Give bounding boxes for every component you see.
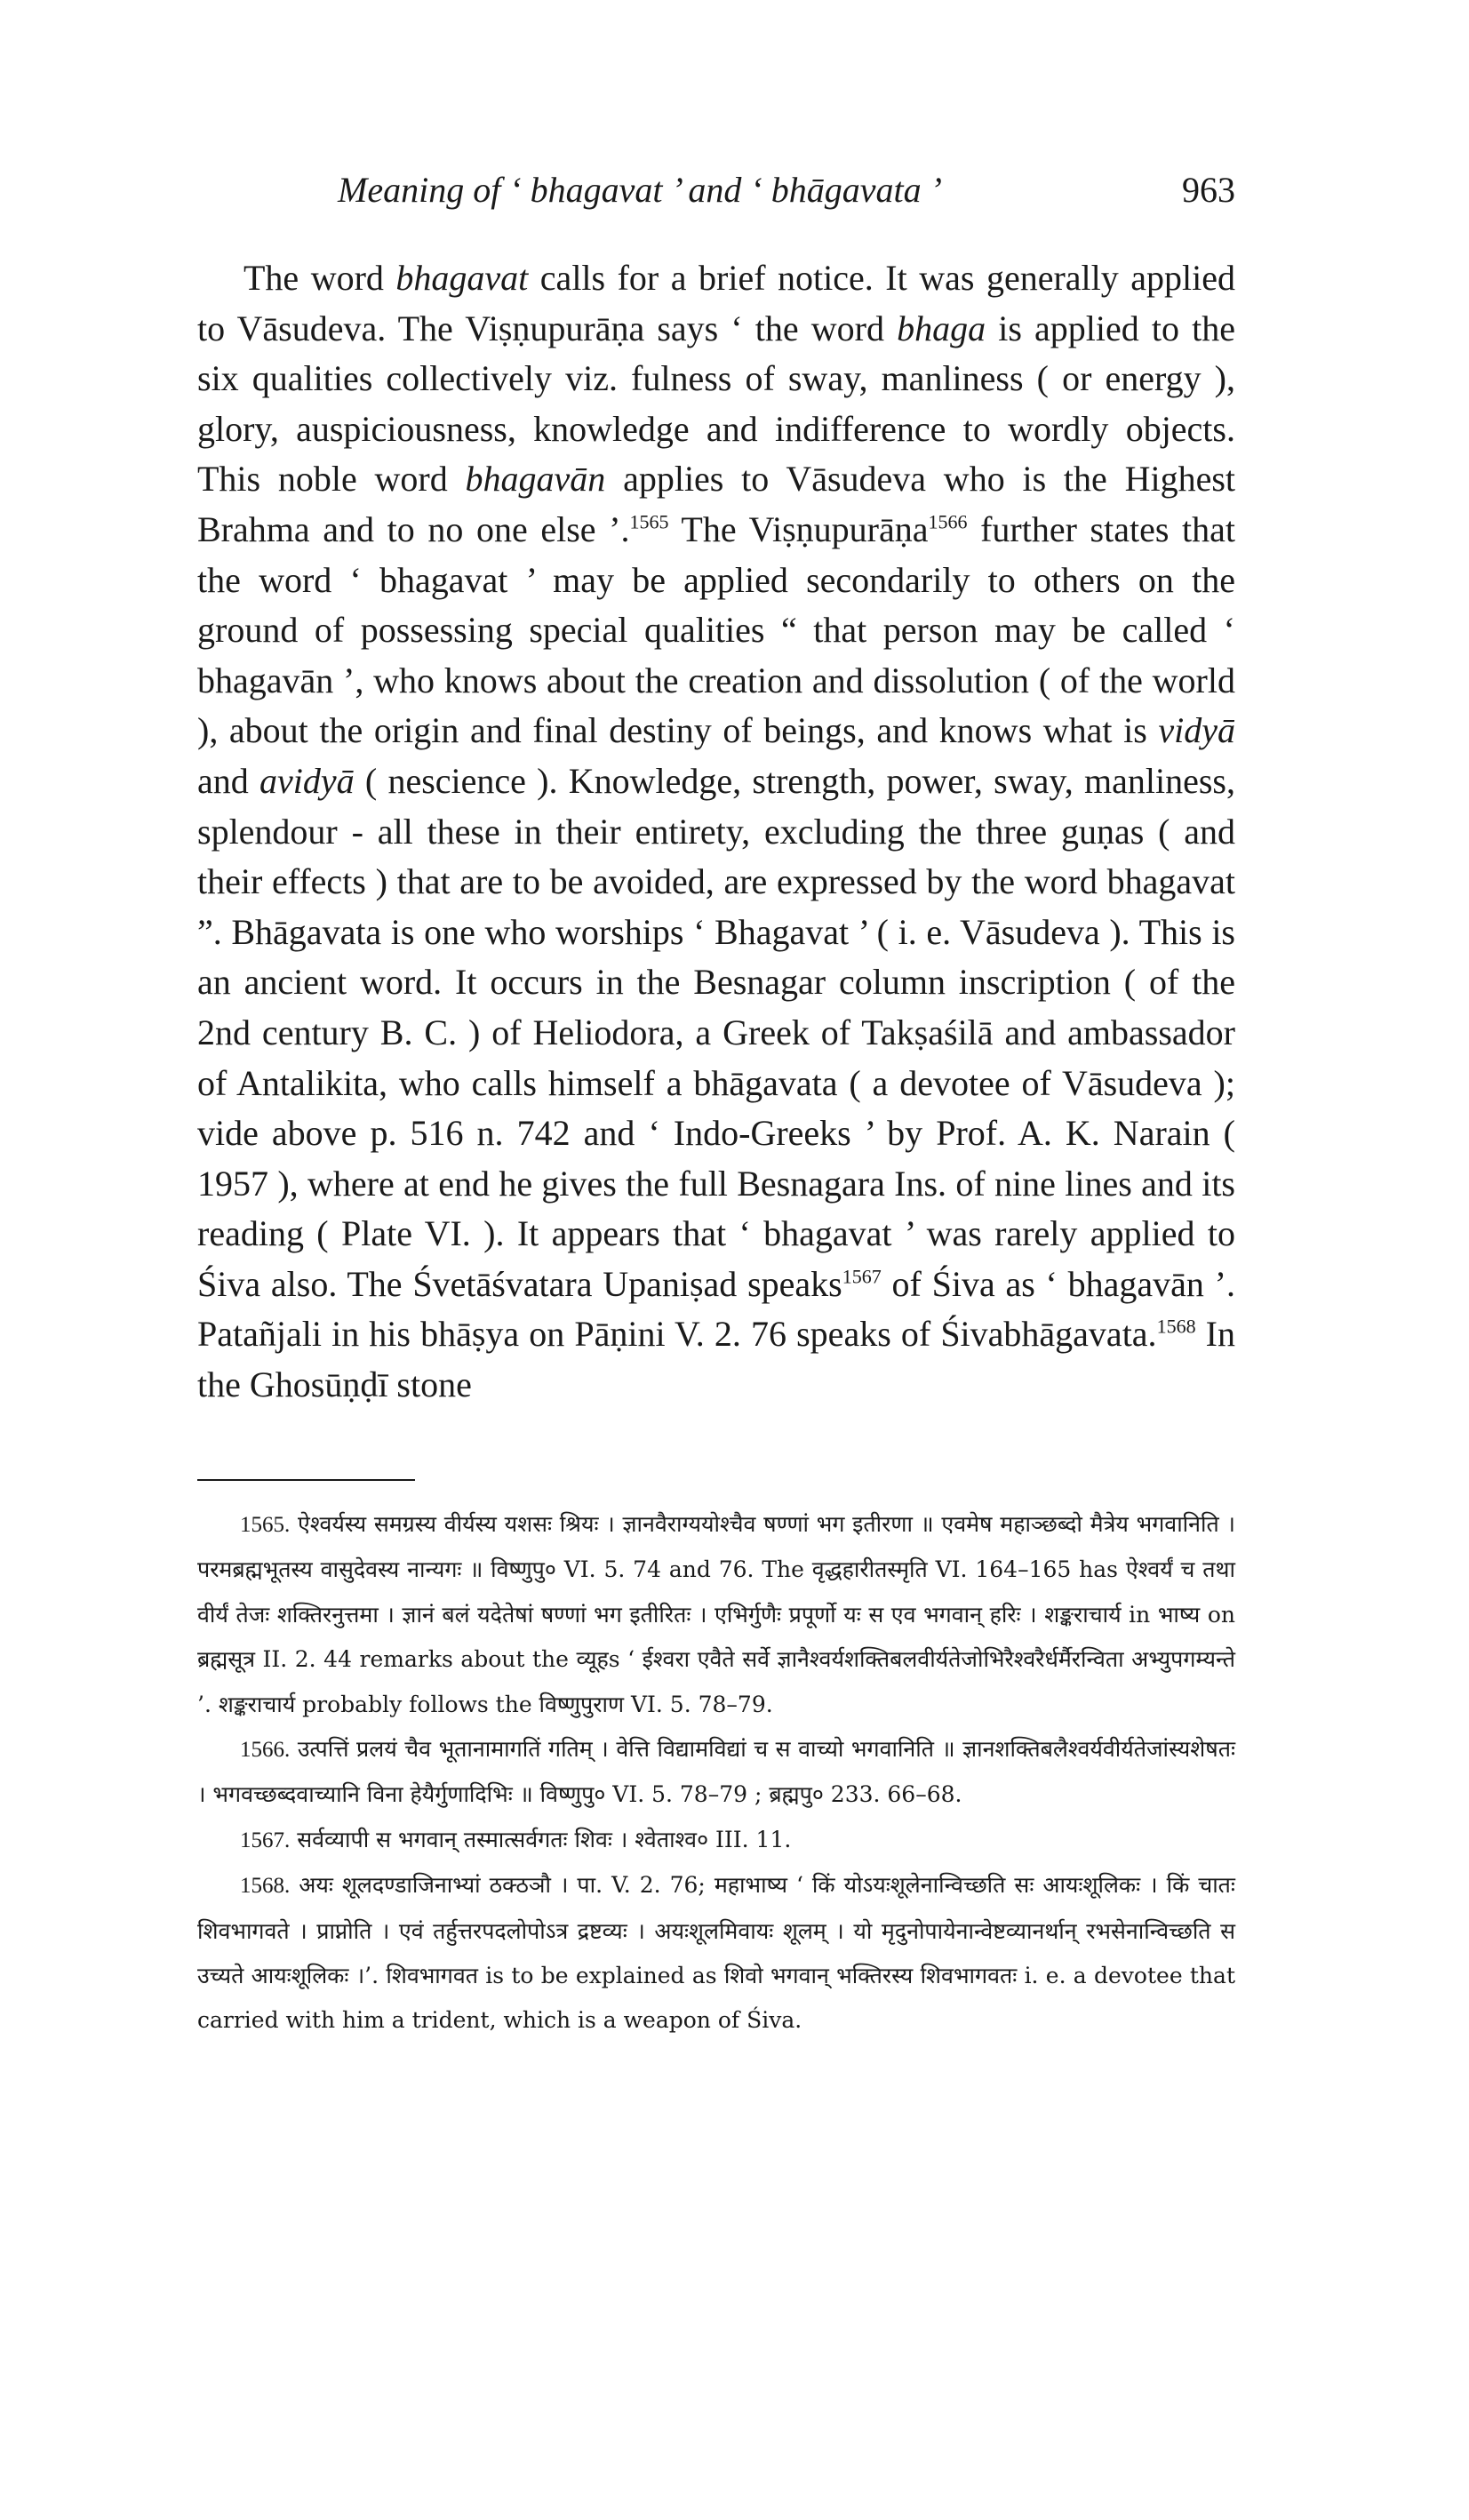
running-header	[338, 169, 1235, 222]
footnote-text: सर्वव्यापी स भगवान् तस्मात्सर्वगतः शिवः । श्वेताश्व० III. 11.	[297, 1826, 792, 1852]
footnote-separator	[197, 1479, 415, 1481]
footnote-ref: 1568	[1156, 1316, 1196, 1339]
footnote	[197, 1502, 1235, 1727]
text-span: ( nescience ). Knowledge, strength, power, sway, manliness, splendour - all these in their entirety, excluding the three guṇas ( and their effects ) that are to be avoided, are expressed by the word bhagavat ”. Bhāgavata is one who worships ‘ Bhagavat ’ ( i. e. Vāsudeva ). This is an ancient word. It occurs in the Besnagar column inscription ( of the 2nd century B. C. ) of Heliodora, a Greek of Takṣaśilā and ambassador of Antalikita, who calls himself a bhāgavata ( a devotee of Vāsudeva ); vide above p. 516 n. 742 and ‘ Indo-Greeks ’ by Prof. A. K. Narain ( 1957 ), where at end he gives the full Besnagara Ins. of nine lines and its reading ( Plate VI. ). It appears that ‘ bhagavat ’ was rarely applied to Śiva also. The Śvetāśvatara Upaniṣad speaks	[197, 760, 1235, 1304]
italic-term: bhagavat	[395, 258, 529, 298]
footnote-number: 1565.	[240, 1513, 291, 1537]
footnotes	[197, 1502, 1235, 2044]
text-span: In the Ghosūṇḍī stone	[197, 1314, 1235, 1405]
footnote-ref: 1566	[928, 510, 968, 533]
text-span: of Śiva as ‘ bhagavān ’. Patañjali in his bhāṣya on Pāṇini V. 2. 76 speaks of Śivabhāgavata.	[197, 1263, 1236, 1355]
running-title: Meaning of ‘ bhagavat ’ and ‘ bhāgavata ’	[338, 170, 942, 210]
text-span: and	[197, 760, 260, 801]
text-span: The word	[244, 258, 396, 298]
paragraph	[197, 253, 1235, 1411]
text-span: is applied to the six qualities collectively viz. fulness of sway, manliness ( or energy ), glory, auspiciousness, knowledge and indifference to wordly objects. This noble word	[197, 308, 1235, 500]
footnote-text: ऐश्वर्यस्य समग्रस्य वीर्यस्य यशसः श्रियः । ज्ञानवैराग्ययोश्चैव षण्णां भग इतीरणा ॥ एवमेष महाञ्छब्दो मैत्रेय भगवानिति । परमब्रह्मभूतस्य वासुदेवस्य नान्यगः ॥ विष्णुपु० VI. 5. 74 and 76. The वृद्धहारीतस्मृति VI. 164–165 has ऐश्वर्यं च तथा वीर्यं तेजः शक्तिरनुत्तमा । ज्ञानं बलं यदेतेषां षण्णां भग इतीरितः । एभिर्गुणैः प्रपूर्णो यः स एव भगवान् हरिः । शङ्कराचार्य in भाष्य on ब्रह्मसूत्र II. 2. 44 remarks about the व्यूहs ‘ ईश्वरा एवैते सर्वे ज्ञानैश्वर्यशक्तिबलवीर्यतेजोभिरैश्वरैर्धर्मैरन्विता अभ्युपगम्यन्ते ’. शङ्कराचार्य probably follows the विष्णुपुराण VI. 5. 78–79.	[197, 1511, 1235, 1717]
footnote-ref: 1567	[842, 1265, 882, 1288]
italic-term: vidyā	[1158, 710, 1235, 751]
footnote	[197, 1818, 1235, 1863]
footnote	[197, 1727, 1235, 1818]
footnote-number: 1568.	[240, 1874, 291, 1899]
footnote-number: 1566.	[240, 1738, 291, 1763]
text-span: further states that the word ‘ bhagavat ’ may be applied secondarily to others on the ground of possessing special qualities “ that person may be called ‘ bhagavān ’, who knows about the creation and dissolution ( of the world ), about the origin and final destiny of beings, and knows what is	[197, 508, 1236, 751]
italic-term: bhagavān	[465, 459, 606, 500]
footnote-number: 1567.	[240, 1828, 291, 1852]
footnote	[197, 1863, 1235, 2044]
main-text	[197, 253, 1235, 1411]
text-span: calls for a brief notice. It was generally applied to Vāsudeva. The Viṣṇupurāṇa says ‘ the word	[197, 258, 1235, 348]
footnote-text: उत्पत्तिं प्रलयं चैव भूतानामागतिं गतिम् । वेत्ति विद्यामविद्यां च स वाच्यो भगवानिति ॥ ज्ञानशक्तिबलैश्वर्यवीर्यतेजांस्यशेषतः । भगवच्छब्दवाच्यानि विना हेयैर्गुणादिभिः ॥ विष्णुपु० VI. 5. 78–79 ; ब्रह्मपु० 233. 66–68.	[197, 1736, 1235, 1808]
footnote-ref: 1565	[629, 510, 669, 533]
text-span: applies to Vāsudeva who is the Highest Brahma and to no one else ’.	[197, 459, 1236, 549]
italic-term: avidyā	[259, 760, 355, 801]
page-number: 963	[1182, 170, 1235, 210]
italic-term: bhaga	[897, 308, 986, 348]
text-span: The Viṣṇupurāṇa	[668, 508, 929, 549]
footnote-text: अयः शूलदण्डाजिनाभ्यां ठक्ठञौ । पा. V. 2. 76; महाभाष्य ‘ किं योऽयःशूलेनान्विच्छति सः आयःशूलिकः । किं चातः शिवभागवते । प्राप्नोति । एवं तर्हुत्तरपदलोपोऽत्र द्रष्टव्यः । अयःशूलमिवायः शूलम् । यो मृदुनोपायेनान्वेष्टव्यानर्थान् रभसेनान्विच्छति स उच्यते आयःशूलिकः ।’. शिवभागवत is to be explained as शिवो भगवान् भक्तिरस्य शिवभागवतः i. e. a devotee that carried with him a trident, which is a weapon of Śiva.	[197, 1872, 1235, 2034]
